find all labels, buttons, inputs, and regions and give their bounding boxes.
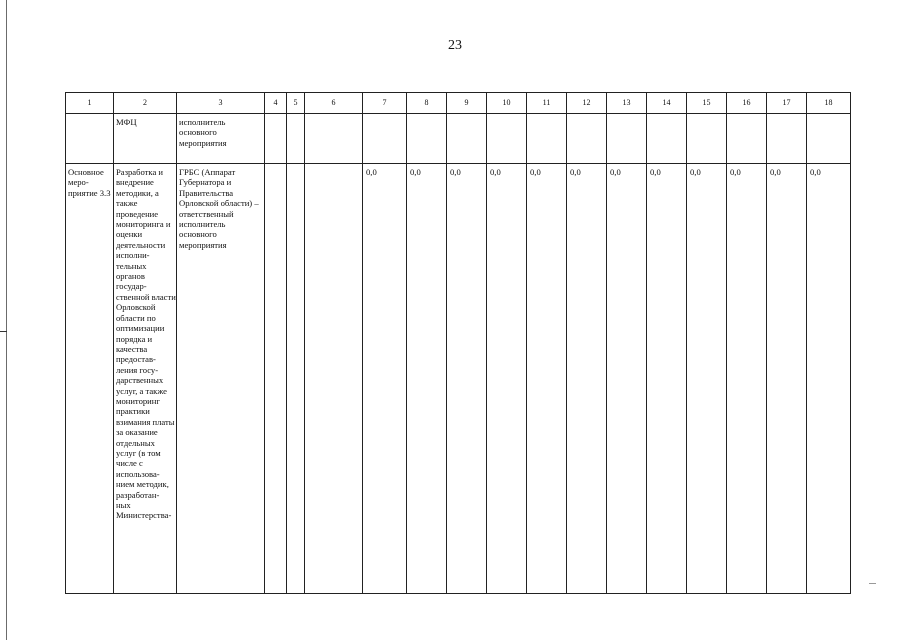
- header-cell: 7: [363, 93, 407, 114]
- header-cell: 1: [66, 93, 114, 114]
- empty-cell: [487, 114, 527, 164]
- header-cell: 11: [527, 93, 567, 114]
- empty-cell: [287, 164, 305, 594]
- value-cell: 0,0: [767, 164, 807, 594]
- header-row: [66, 93, 851, 114]
- empty-cell: [767, 114, 807, 164]
- executor-role-cell: исполнитель основного мероприятия: [177, 114, 265, 164]
- header-cell: 4: [265, 93, 287, 114]
- empty-cell: [305, 164, 363, 594]
- empty-cell: [727, 114, 767, 164]
- value-cell: 0,0: [447, 164, 487, 594]
- header-cell: 2: [114, 93, 177, 114]
- empty-cell: [687, 114, 727, 164]
- header-cell: 10: [487, 93, 527, 114]
- page-number: 23: [448, 38, 462, 53]
- header-cell: 16: [727, 93, 767, 114]
- header-cell: 9: [447, 93, 487, 114]
- value-cell: 0,0: [807, 164, 851, 594]
- empty-cell: [305, 114, 363, 164]
- executor-name-cell: МФЦ: [114, 114, 177, 164]
- value-cell: 0,0: [687, 164, 727, 594]
- header-cell: 12: [567, 93, 607, 114]
- header-cell: 5: [287, 93, 305, 114]
- header-cell: 18: [807, 93, 851, 114]
- header-cell: 13: [607, 93, 647, 114]
- empty-cell: [527, 114, 567, 164]
- header-cell: 6: [305, 93, 363, 114]
- measure-description-cell: Разработка и внедрение методики, а также проведение мониторинга и оценки деятельности исполни- тельных органов государ- ственной власти Орловской области по оптимизации порядка и качества предостав- ления госу- дарственных услуг, а также мониторинг практики взимания платы за оказание отдельных услуг (в том числе с использова- нием методик, разработан- ных Министерства-: [114, 164, 177, 594]
- program-table: [65, 92, 851, 594]
- value-cell: 0,0: [607, 164, 647, 594]
- page-left-tick: [0, 331, 7, 332]
- empty-cell: [265, 114, 287, 164]
- empty-cell: [807, 114, 851, 164]
- header-cell: 15: [687, 93, 727, 114]
- value-cell: 0,0: [647, 164, 687, 594]
- scan-mark: [869, 583, 876, 584]
- empty-cell: [447, 114, 487, 164]
- measure-executor-cell: ГРБС (Аппарат Губернатора и Правительства Орловской области) – ответственный исполнитель основного мероприятия: [177, 164, 265, 594]
- value-cell: 0,0: [407, 164, 447, 594]
- empty-cell: [66, 114, 114, 164]
- value-cell: 0,0: [567, 164, 607, 594]
- value-cell: 0,0: [727, 164, 767, 594]
- empty-cell: [607, 114, 647, 164]
- empty-cell: [287, 114, 305, 164]
- empty-cell: [265, 164, 287, 594]
- empty-cell: [363, 114, 407, 164]
- measure-number-cell: Основное меро- приятие 3.3: [66, 164, 114, 594]
- header-cell: 8: [407, 93, 447, 114]
- value-cell: 0,0: [527, 164, 567, 594]
- header-cell: 3: [177, 93, 265, 114]
- value-cell: 0,0: [487, 164, 527, 594]
- empty-cell: [567, 114, 607, 164]
- header-cell: 14: [647, 93, 687, 114]
- table-row-mfc: [66, 114, 851, 164]
- empty-cell: [407, 114, 447, 164]
- page-left-border: [6, 0, 7, 640]
- table-row-measure-3-3: [66, 164, 851, 594]
- value-cell: 0,0: [363, 164, 407, 594]
- empty-cell: [647, 114, 687, 164]
- header-cell: 17: [767, 93, 807, 114]
